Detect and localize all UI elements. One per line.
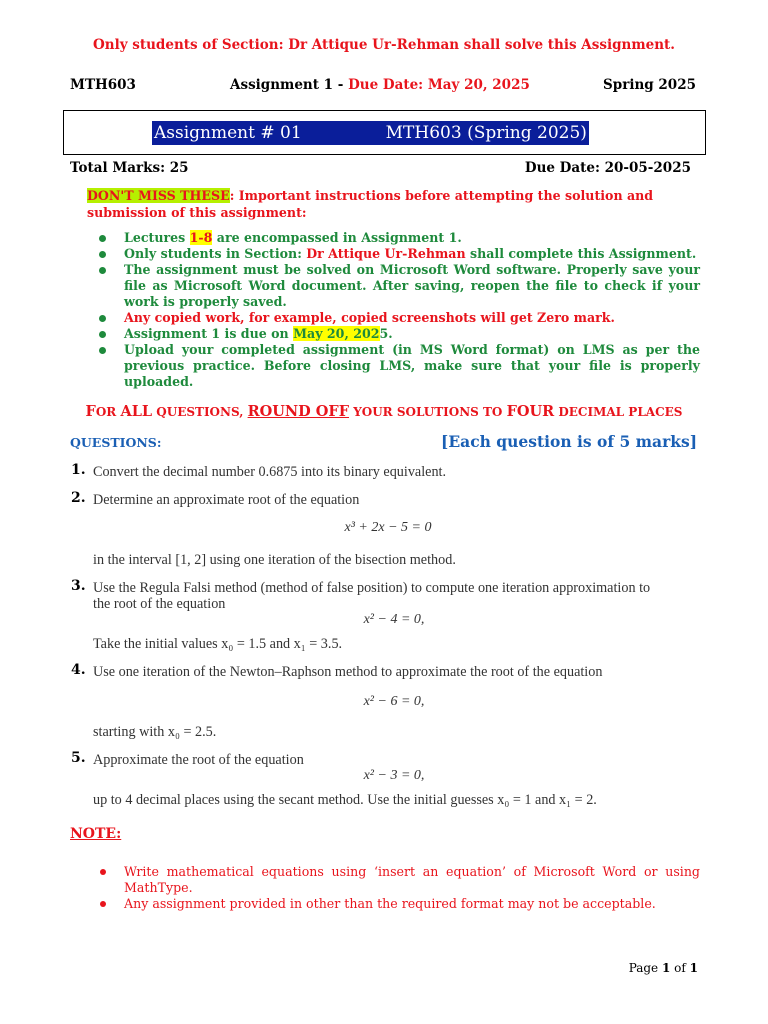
- question-3-text-line2: the root of the equation: [93, 596, 226, 612]
- dont-miss-highlight: DON'T MISS THESE: [87, 188, 230, 203]
- instruction-bullets: [96, 230, 700, 390]
- bullet-dot-icon: [99, 251, 106, 258]
- note-heading: NOTE:: [70, 826, 122, 842]
- question-2-text: Determine an approximate root of the equation: [93, 492, 360, 508]
- smallcaps-part: F: [85, 403, 96, 420]
- due-date-label: Due Date: May 20, 2025: [348, 77, 530, 93]
- smallcaps-part: DECIMAL PLACES: [554, 405, 683, 419]
- instructions-text: : Important instructions before attempting the solution and submission of this assignment:: [87, 188, 654, 220]
- question-2-number: 2.: [71, 490, 86, 506]
- due-date-numeric: Due Date: 20-05-2025: [524, 160, 691, 176]
- bullet-dot-icon: [99, 267, 106, 274]
- question-5-text: Approximate the root of the equation: [93, 752, 304, 768]
- list-item: [96, 230, 700, 246]
- section-notice: Only students of Section: Dr Attique Ur-Rehman shall solve this Assignment.: [93, 37, 675, 53]
- assignment-due-line: [230, 77, 530, 93]
- term-label: Spring 2025: [603, 77, 696, 93]
- section-teacher-name: Dr Attique Ur-Rehman: [306, 246, 466, 261]
- question-3-equation: x² − 4 = 0,: [363, 612, 425, 627]
- smallcaps-part: FOUR: [506, 403, 555, 420]
- lectures-range-highlight: 1-8: [189, 230, 213, 245]
- list-item: [96, 326, 700, 342]
- page-label: Page: [628, 961, 662, 975]
- questions-heading: QUESTIONS:: [70, 435, 162, 450]
- total-pages: 1: [689, 961, 698, 975]
- bullet-dot-icon: [100, 869, 106, 875]
- page-number: [629, 961, 698, 975]
- instructions-intro: [87, 187, 699, 221]
- question-3-text-line1: Use the Regula Falsi method (method of false position) to compute one iteration approximation to: [93, 580, 651, 596]
- question-4-start-value: starting with x₀ = 2.5.: [93, 724, 217, 740]
- question-3-initial-values: Take the initial values x₀ = 1.5 and x₁ = 3.5.: [93, 636, 343, 652]
- question-4-equation: x² − 6 = 0,: [363, 694, 425, 709]
- bullet-text: Only students in Section:: [124, 246, 307, 261]
- page-label: of: [670, 961, 690, 975]
- bullet-text: The assignment must be solved on Microsoft Word software. Properly save your file as Microsoft Word document. After saving, reopen the file to check if your work is properly saved.: [124, 262, 700, 309]
- bullet-dot-icon: [99, 235, 106, 242]
- course-code: MTH603: [70, 77, 136, 93]
- question-1-text: Convert the decimal number 0.6875 into its binary equivalent.: [93, 464, 447, 480]
- title-banner: [152, 121, 589, 145]
- marks-per-question-note: [Each question is of 5 marks]: [441, 432, 698, 451]
- bullet-text: Upload your completed assignment (in MS Word format) on LMS as per the previous practice. Before closing LMS, make sure that your file is properly uploaded.: [124, 342, 700, 389]
- round-off-instruction: [0, 403, 768, 420]
- bullet-text: Any copied work, for example, copied screenshots will get Zero mark.: [124, 310, 615, 325]
- question-4-text: Use one iteration of the Newton–Raphson method to approximate the root of the equation: [93, 664, 603, 680]
- list-item: [96, 246, 700, 262]
- question-4-number: 4.: [71, 662, 86, 678]
- list-item: [96, 262, 700, 310]
- banner-course-title: MTH603 (Spring 2025): [385, 123, 587, 143]
- bullet-text: Lectures: [124, 230, 190, 245]
- question-5-number: 5.: [71, 750, 86, 766]
- bullet-text: 5.: [379, 326, 393, 341]
- smallcaps-part: OR: [95, 405, 121, 419]
- bullet-dot-icon: [99, 347, 106, 354]
- smallcaps-part: QUESTIONS,: [152, 405, 248, 419]
- bullet-dot-icon: [100, 901, 106, 907]
- question-2-equation: x³ + 2x − 5 = 0: [344, 520, 432, 535]
- bullet-text: are encompassed in Assignment 1.: [212, 230, 462, 245]
- smallcaps-part: ROUND OFF: [247, 403, 350, 420]
- bullet-dot-icon: [99, 315, 106, 322]
- note-list: [96, 864, 700, 912]
- note-text: Write mathematical equations using ‘insert an equation’ of Microsoft Word or using MathType.: [124, 864, 700, 895]
- smallcaps-part: YOUR SOLUTIONS TO: [349, 405, 507, 419]
- list-item: [96, 864, 700, 896]
- current-page: 1: [661, 961, 671, 975]
- bullet-dot-icon: [99, 331, 106, 338]
- question-5-equation: x² − 3 = 0,: [363, 768, 425, 783]
- question-2-instructions: in the interval [1, 2] using one iteration of the bisection method.: [93, 552, 456, 568]
- note-text: Any assignment provided in other than the required format may not be acceptable.: [124, 896, 656, 911]
- list-item: [96, 896, 700, 912]
- question-1-number: 1.: [71, 462, 86, 478]
- bullet-text: shall complete this Assignment.: [465, 246, 697, 261]
- due-date-highlight: May 20, 202: [293, 326, 380, 341]
- total-marks: Total Marks: 25: [70, 160, 189, 176]
- question-5-instructions: up to 4 decimal places using the secant method. Use the initial guesses x₀ = 1 and x₁ = 2.: [93, 792, 597, 808]
- smallcaps-part: ALL: [120, 403, 153, 420]
- list-item: [96, 342, 700, 390]
- assignment-label: Assignment 1 -: [230, 77, 349, 93]
- banner-assignment-title: Assignment # 01: [154, 123, 302, 143]
- bullet-text: Assignment 1 is due on: [124, 326, 294, 341]
- question-3-number: 3.: [71, 578, 86, 594]
- list-item: [96, 310, 700, 326]
